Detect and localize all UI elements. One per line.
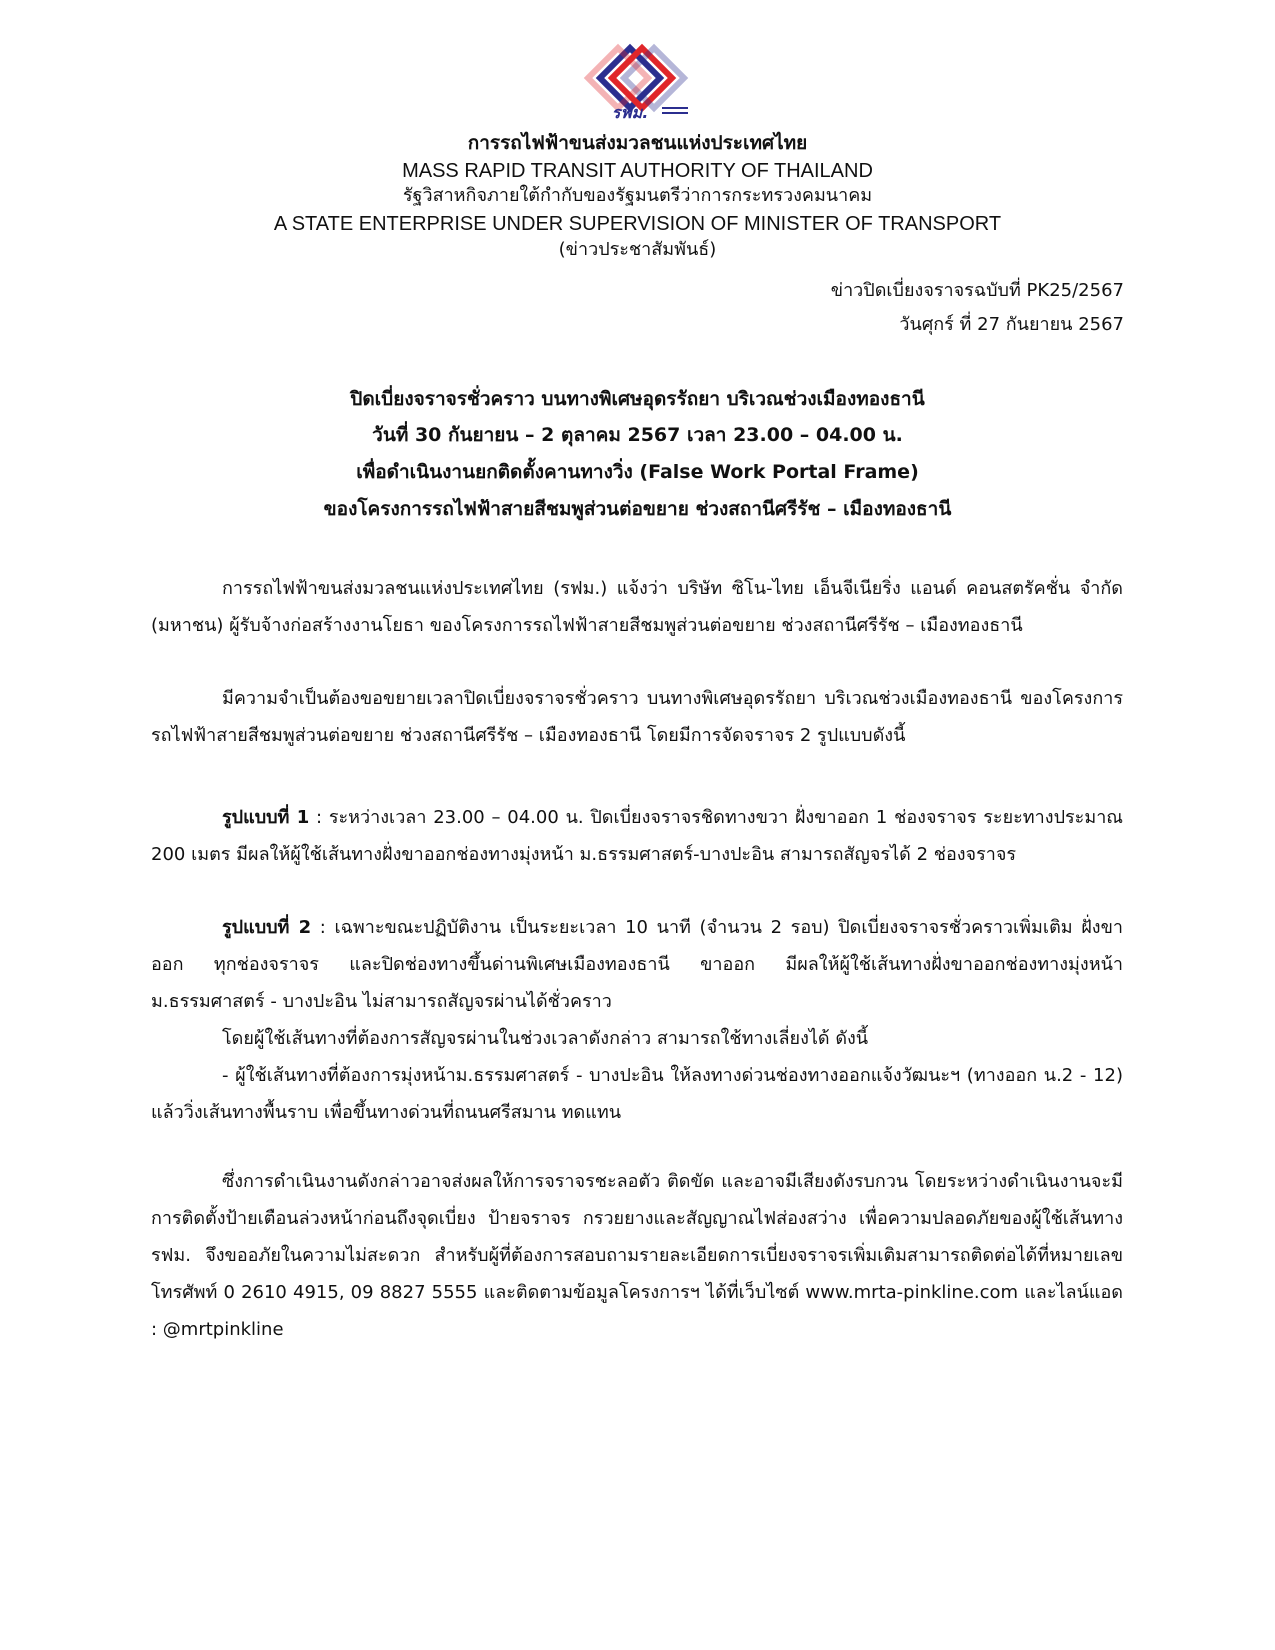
detour-item: - ผู้ใช้เส้นทางที่ต้องการมุ่งหน้าม.ธรรมศาสตร์ - บางปะอิน ให้ลงทางด่วนช่องทางออกแจ้งวัฒนะฯ (ทางออก น.2 - 12) แล้ววิ่งเส้นทางพื้นราบ เพื่อขึ้นทางด่วนที่ถนนศรีสมาน ทดแทน — [151, 1065, 1123, 1123]
notice-number: ข่าวปิดเบี่ยงจราจรฉบับที่ PK25/2567 — [830, 280, 1124, 301]
pattern-1-text: : ระหว่างเวลา 23.00 – 04.00 น. ปิดเบี่ยงจราจรชิดทางขวา ฝั่งขาออก 1 ช่องจราจร ระยะทางประมาณ 200 เมตร มีผลให้ผู้ใช้เส้นทางฝั่งขาออกช่องทางมุ่งหน้า ม.ธรรมศาสตร์-บางปะอิน สามารถสัญจรได้ 2 ช่องจราจร — [151, 807, 1124, 865]
headline-line-1: ปิดเบี่ยงจราจรชั่วคราว บนทางพิเศษอุดรรัถยา บริเวณช่วงเมืองทองธานี — [350, 388, 925, 410]
supervision-en: A STATE ENTERPRISE UNDER SUPERVISION OF MINISTER OF TRANSPORT — [273, 213, 1002, 235]
headline-line-2: วันที่ 30 กันยายน – 2 ตุลาคม 2567 เวลา 23.00 – 04.00 น. — [372, 424, 903, 446]
body-paragraph-1 — [151, 570, 1123, 644]
detour-item-section — [151, 1057, 1123, 1131]
pattern-1-paragraph — [151, 799, 1123, 873]
intro-paragraph: การรถไฟฟ้าขนส่งมวลชนแห่งประเทศไทย (รฟม.) แจ้งว่า บริษัท ซิโน-ไทย เอ็นจีเนียริ่ง แอนด์ คอนสตรัคชั่น จำกัด (มหาชน) ผู้รับจ้างก่อสร้างงานโยธา ของโครงการรถไฟฟ้าสายสีชมพูส่วนต่อขยาย ช่วงสถานีศรีรัช – เมืองทองธานี — [151, 578, 1123, 636]
closing-paragraph: ซึ่งการดำเนินงานดังกล่าวอาจส่งผลให้การจราจรชะลอตัว ติดขัด และอาจมีเสียงดังรบกวน โดยระหว่างดำเนินงานจะมีการติดตั้งป้ายเตือนล่วงหน้าก่อนถึงจุดเบี่ยง ป้ายจราจร กรวยยางและสัญญาณไฟส่องสว่าง เพื่อความปลอดภัยของผู้ใช้เส้นทาง รฟม. จึงขออภัยในความไม่สะดวก สำหรับผู้ที่ต้องการสอบถามรายละเอียดการเบี่ยงจราจรเพิ่มเติมสามารถติดต่อได้ที่หมายเลขโทรศัพท์ 0 2610 4915, 09 8827 5555 และติดตามข้อมูลโครงการฯ ได้ที่เว็บไซต์ www.mrta-pinkline.com และไลน์แอด : @mrtpinkline — [151, 1171, 1123, 1340]
notice-date: วันศุกร์ ที่ 27 กันยายน 2567 — [899, 314, 1124, 335]
org-name-th: การรถไฟฟ้าขนส่งมวลชนแห่งประเทศไทย — [467, 132, 808, 154]
pattern-1-section — [151, 799, 1123, 873]
detour-intro: โดยผู้ใช้เส้นทางที่ต้องการสัญจรผ่านในช่วงเวลาดังกล่าว สามารถใช้ทางเลี่ยงได้ ดังนี้ — [222, 1028, 869, 1049]
pattern-2-paragraph — [151, 909, 1123, 1020]
document-type: (ข่าวประชาสัมพันธ์) — [558, 239, 717, 260]
closing-section — [151, 1163, 1123, 1348]
pattern-1-label: รูปแบบที่ 1 — [222, 807, 310, 828]
headline-line-3: เพื่อดำเนินงานยกติดตั้งคานทางวิ่ง (False Work Portal Frame) — [356, 461, 919, 483]
headline-line-4: ของโครงการรถไฟฟ้าสายสีชมพูส่วนต่อขยาย ช่วงสถานีศรีรัช – เมืองทองธานี — [323, 498, 952, 520]
body-paragraph-2 — [151, 680, 1123, 754]
pattern-2-text: : เฉพาะขณะปฏิบัติงาน เป็นระยะเวลา 10 นาที (จำนวน 2 รอบ) ปิดเบี่ยงจราจรชั่วคราวเพิ่มเติม ฝั่งขาออก ทุกช่องจราจร และปิดช่องทางขึ้นด่านพิเศษเมืองทองธานี ขาออก มีผลให้ผู้ใช้เส้นทางฝั่งขาออกช่องทางมุ่งหน้า ม.ธรรมศาสตร์ - บางปะอิน ไม่สามารถสัญจรผ่านได้ชั่วคราว — [151, 917, 1124, 1012]
pattern-2-section — [151, 909, 1123, 1020]
necessity-paragraph: มีความจำเป็นต้องขอขยายเวลาปิดเบี่ยงจราจรชั่วคราว บนทางพิเศษอุดรรัถยา บริเวณช่วงเมืองทองธานี ของโครงการรถไฟฟ้าสายสีชมพูส่วนต่อขยาย ช่วงสถานีศรีรัช – เมืองทองธานี โดยมีการจัดจราจร 2 รูปแบบดังนี้ — [151, 688, 1123, 746]
mrta-logo — [578, 40, 694, 120]
detour-intro-section — [151, 1020, 1123, 1057]
logo-text: รฟม. — [611, 103, 649, 120]
supervision-th: รัฐวิสาหกิจภายใต้กำกับของรัฐมนตรีว่าการกระทรวงคมนาคม — [402, 185, 873, 206]
pattern-2-label: รูปแบบที่ 2 — [222, 917, 312, 938]
org-name-en: MASS RAPID TRANSIT AUTHORITY OF THAILAND — [402, 160, 873, 182]
